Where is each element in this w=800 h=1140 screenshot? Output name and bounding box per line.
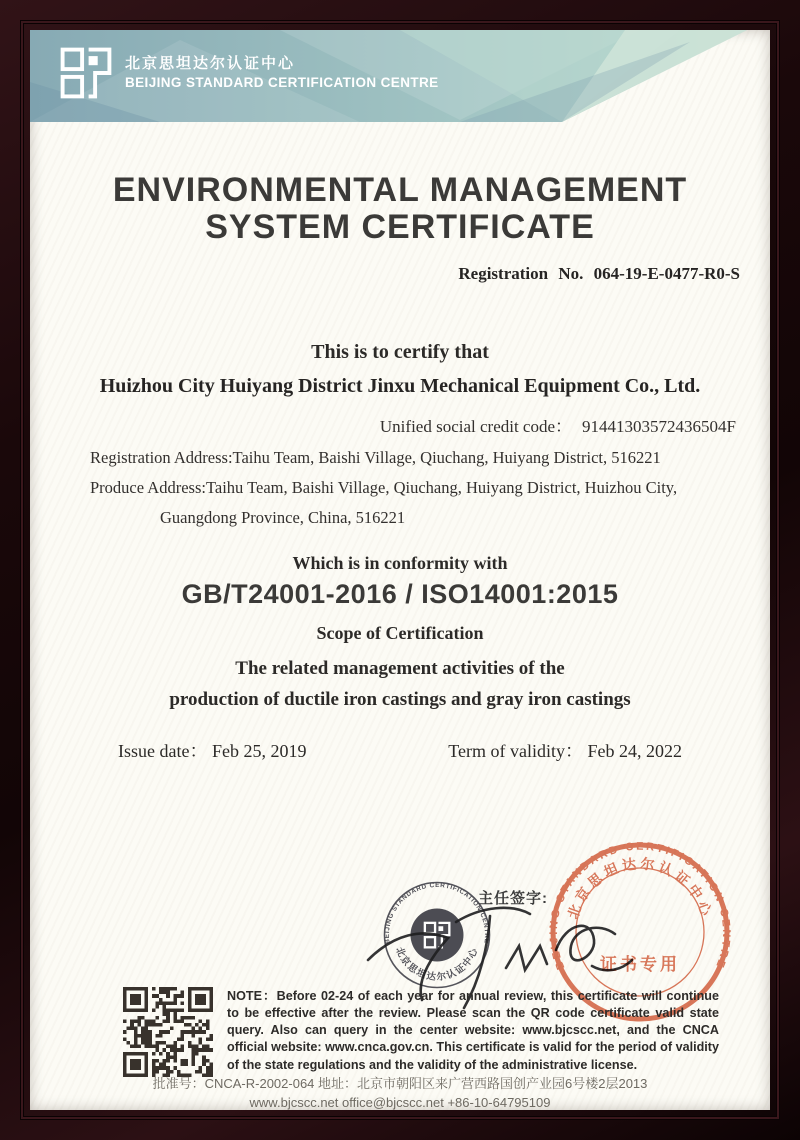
scope-line1: The related management activities of the [235,658,565,679]
registration-number: Registration No. 064-19-E-0477-R0-S [458,264,740,283]
stamp-center-text: 证书专用 [600,955,680,974]
brand-name-en: BEIJING STANDARD CERTIFICATION CENTRE [125,74,439,90]
brand-name-cn: 北京思坦达尔认证中心 [125,54,296,72]
footer-contact: www.bjcscc.net office@bjcscc.net +86-10-64795109 [249,1095,551,1110]
produce-address-line2: Guangdong Province, China, 516221 [160,508,406,527]
qr-code [123,987,213,1077]
note-label: NOTE： [227,989,277,1003]
credit-code [30,412,770,437]
issue-date [118,737,306,763]
certificate-paper [30,30,770,1110]
validity-date-value: Feb 24, 2022 [587,741,682,761]
validity-date [448,737,682,763]
company-name: Huizhou City Huiyang District Jinxu Mechanical Equipment Co., Ltd. [99,375,701,397]
certificate-title-line2: SYSTEM CERTIFICATE [205,207,595,246]
brand-logo-icon [60,47,112,99]
credit-code-label: Unified social credit code： [379,417,573,436]
issue-date-label: Issue date： [118,741,208,761]
scope-heading: Scope of Certification [316,623,484,643]
registration-address: Registration Address:Taihu Team, Baishi Village, Qiuchang, Huiyang District, 516221 [90,448,661,467]
issue-date-value: Feb 25, 2019 [211,741,307,761]
seal-arc-cn: 北京思坦达尔认证中心 [393,945,481,984]
conformity-intro: Which is in conformity with [292,553,508,573]
director-signature-label: 主任签字: [478,890,548,907]
footer-approval: 批准号：CNCA-R-2002-064 地址：北京市朝阳区来广营西路国创产业园6号楼2层2013 [152,1076,648,1091]
credit-code-value: 91441303572436504F [582,417,736,436]
certificate-title [30,172,770,245]
stamp-arc-cn: 北京思坦达尔认证中心 [564,855,716,921]
validity-date-label: Term of validity： [448,741,583,761]
certify-intro: This is to certify that [311,341,489,363]
brand [60,47,439,99]
stamp-arc-en: BEIJING STANDARD CERTIFICATION CENTRE [547,840,733,972]
produce-address-line1: Produce Address:Taihu Team, Baishi Village, Qiuchang, Huiyang District, Huizhou City, [90,478,678,497]
note-text: Before 02-24 of each year for annual review, this certificate will continue to be effective after the review. Please scan the QR code certificate valid state query. Also can query in the center website: www.bjcscc.net, and the CNCA official website: www.cnca.gov.cn. This certificate is valid for the period of validity of the state regulations and the validity of the administrative license. [227,989,719,1072]
dates-row [30,737,770,763]
seal-arc-en: BEIJING STANDARD CERTIFICATION CENTRE [383,881,491,945]
scope-line2: production of ductile iron castings and gray iron castings [169,689,631,710]
certificate-title-line1: ENVIRONMENTAL MANAGEMENT [112,171,688,209]
standard-code: GB/T24001-2016 / ISO14001:2015 [181,579,619,609]
note [227,988,719,1074]
